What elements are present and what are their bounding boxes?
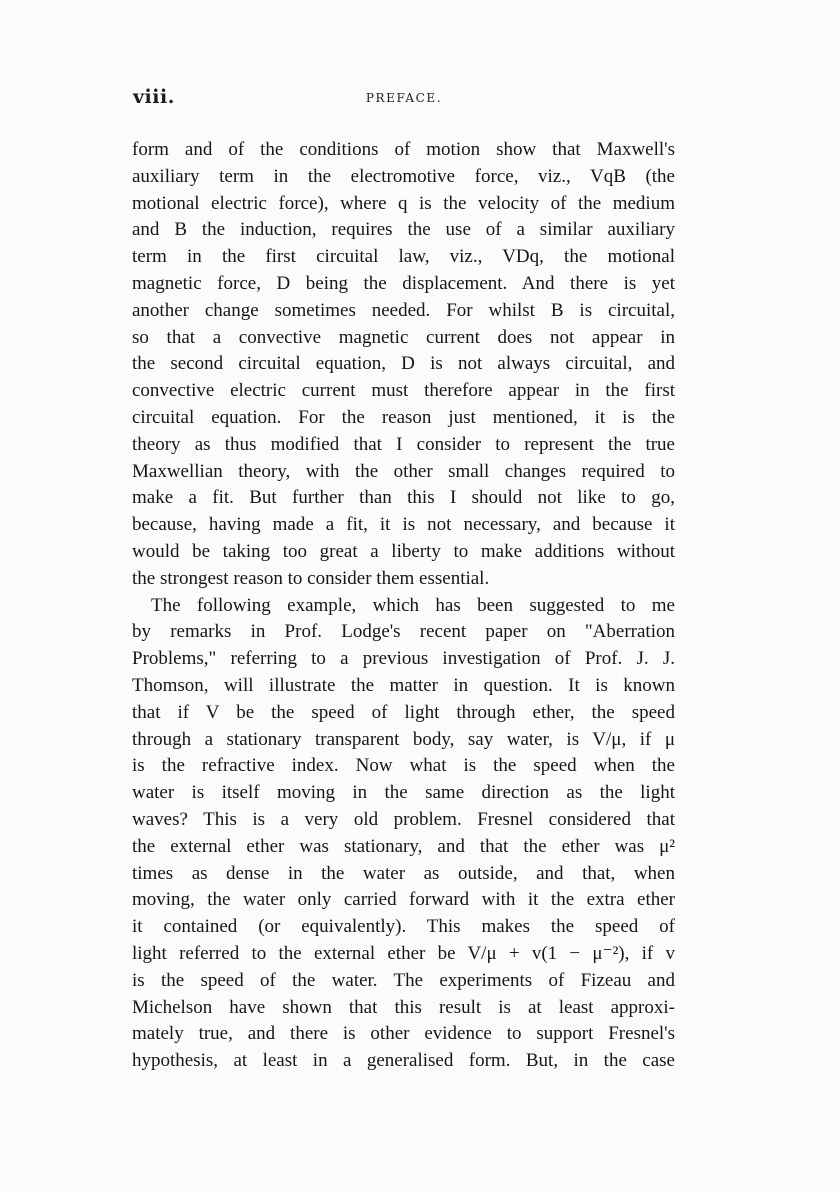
page-header — [133, 86, 675, 110]
text-line: term in the first circuital law, viz., VDq, the motional — [132, 246, 675, 268]
body-text — [132, 137, 675, 1075]
text-line: times as dense in the water as outside, and that, when — [132, 862, 675, 884]
text-line: by remarks in Prof. Lodge's recent paper on "Aberration — [132, 621, 675, 643]
text-line: the external ether was stationary, and that the ether was μ² — [132, 835, 675, 857]
text-line: light referred to the external ether be V/μ + v(1 − μ⁻²), if v — [132, 942, 675, 964]
text-line: mately true, and there is other evidence to support Fresnel's — [132, 1023, 675, 1045]
text-line: and B the induction, requires the use of a similar auxiliary — [132, 219, 675, 241]
text-line: is the speed of the water. The experiments of Fizeau and — [132, 969, 675, 991]
text-line: motional electric force), where q is the velocity of the medium — [132, 192, 675, 214]
paragraph-end-line: the strongest reason to consider them essential. — [132, 567, 490, 589]
text-line: theory as thus modified that I consider to represent the true — [132, 433, 675, 455]
text-line: because, having made a fit, it is not necessary, and because it — [132, 514, 675, 536]
text-line: make a fit. But further than this I should not like to go, — [132, 487, 675, 509]
text-line: that if V be the speed of light through ether, the speed — [132, 701, 675, 723]
page-number: viii. — [133, 86, 175, 108]
text-line: magnetic force, D being the displacement. And there is yet — [132, 272, 675, 294]
text-line: it contained (or equivalently). This makes the speed of — [132, 916, 675, 938]
text-line: waves? This is a very old problem. Fresnel considered that — [132, 808, 675, 830]
text-line: hypothesis, at least in a generalised form. But, in the case — [132, 1050, 675, 1072]
text-line: so that a convective magnetic current does not appear in — [132, 326, 675, 348]
text-line: auxiliary term in the electromotive force, viz., VqB (the — [132, 165, 675, 187]
text-line: Problems," referring to a previous investigation of Prof. J. J. — [132, 648, 675, 670]
text-line: Thomson, will illustrate the matter in question. It is known — [132, 674, 675, 696]
text-line: moving, the water only carried forward with it the extra ether — [132, 889, 675, 911]
text-line: Michelson have shown that this result is at least approxi- — [132, 996, 675, 1018]
text-line: convective electric current must therefore appear in the first — [132, 380, 675, 402]
running-title: PREFACE. — [365, 91, 443, 105]
text-line: form and of the conditions of motion show that Maxwell's — [132, 139, 675, 160]
text-line: is the refractive index. Now what is the speed when the — [132, 755, 675, 777]
text-line: through a stationary transparent body, say water, is V/μ, if μ — [132, 728, 675, 750]
text-line: would be taking too great a liberty to make additions without — [132, 540, 675, 562]
paragraph-start-line: The following example, which has been suggested to me — [151, 594, 675, 616]
text-line: circuital equation. For the reason just mentioned, it is the — [132, 406, 675, 428]
text-line: the second circuital equation, D is not always circuital, and — [132, 353, 675, 375]
text-line: another change sometimes needed. For whilst B is circuital, — [132, 299, 675, 321]
text-line: Maxwellian theory, with the other small changes required to — [132, 460, 675, 482]
text-line: water is itself moving in the same direction as the light — [132, 782, 675, 804]
